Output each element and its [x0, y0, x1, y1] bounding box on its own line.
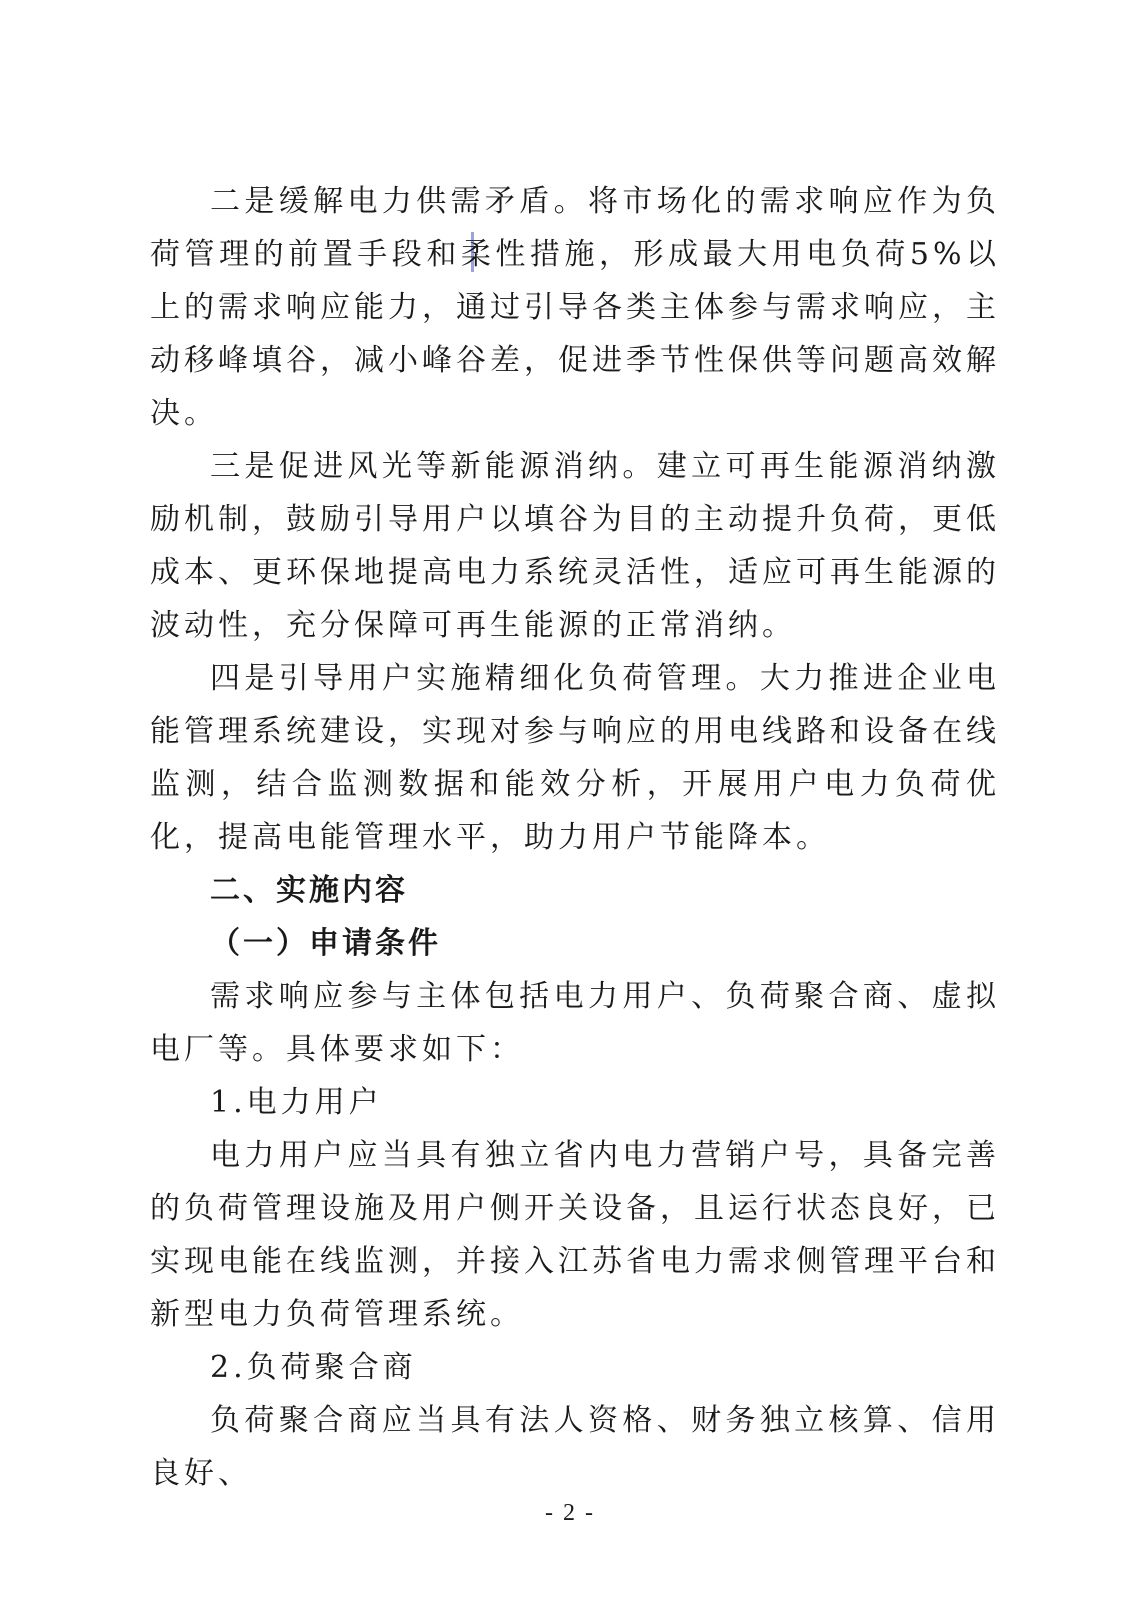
paragraph-renewable: 三是促进风光等新能源消纳。建立可再生能源消纳激励机制，鼓励引导用户以填谷为目的主动提升负荷，更低成本、更环保地提高电力系统灵活性，适应可再生能源的波动性，充分保障可再生能源的正常消纳。	[150, 449, 1000, 643]
item-title-load-aggregator: 2.负荷聚合商	[210, 1350, 417, 1385]
page-number: - 2 -	[545, 1500, 595, 1526]
document-body	[150, 175, 1000, 1500]
paragraph-load-aggregator: 负荷聚合商应当具有法人资格、财务独立核算、信用良好、	[150, 1403, 1000, 1491]
paragraph-intro: 需求响应参与主体包括电力用户、负荷聚合商、虚拟电厂等。具体要求如下：	[150, 979, 1000, 1067]
item-title-power-users: 1.电力用户	[210, 1085, 383, 1120]
paragraph-power-users: 电力用户应当具有独立省内电力营销户号，具备完善的负荷管理设施及用户侧开关设备，且运行状态良好，已实现电能在线监测，并接入江苏省电力需求侧管理平台和新型电力负荷管理系统。	[150, 1138, 1000, 1332]
section-heading: 二、实施内容	[210, 873, 408, 908]
paragraph-supply-demand: 二是缓解电力供需矛盾。将市场化的需求响应作为负荷管理的前置手段和柔性措施，形成最大用电负荷5%以上的需求响应能力，通过引导各类主体参与需求响应，主动移峰填谷，减小峰谷差，促进季节性保供等问题高效解决。	[150, 184, 1000, 431]
subsection-heading: （一）申请条件	[210, 926, 441, 961]
paragraph-load-management: 四是引导用户实施精细化负荷管理。大力推进企业电能管理系统建设，实现对参与响应的用电线路和设备在线监测，结合监测数据和能效分析，开展用户电力负荷优化，提高电能管理水平，助力用户节能降本。	[150, 661, 1000, 855]
